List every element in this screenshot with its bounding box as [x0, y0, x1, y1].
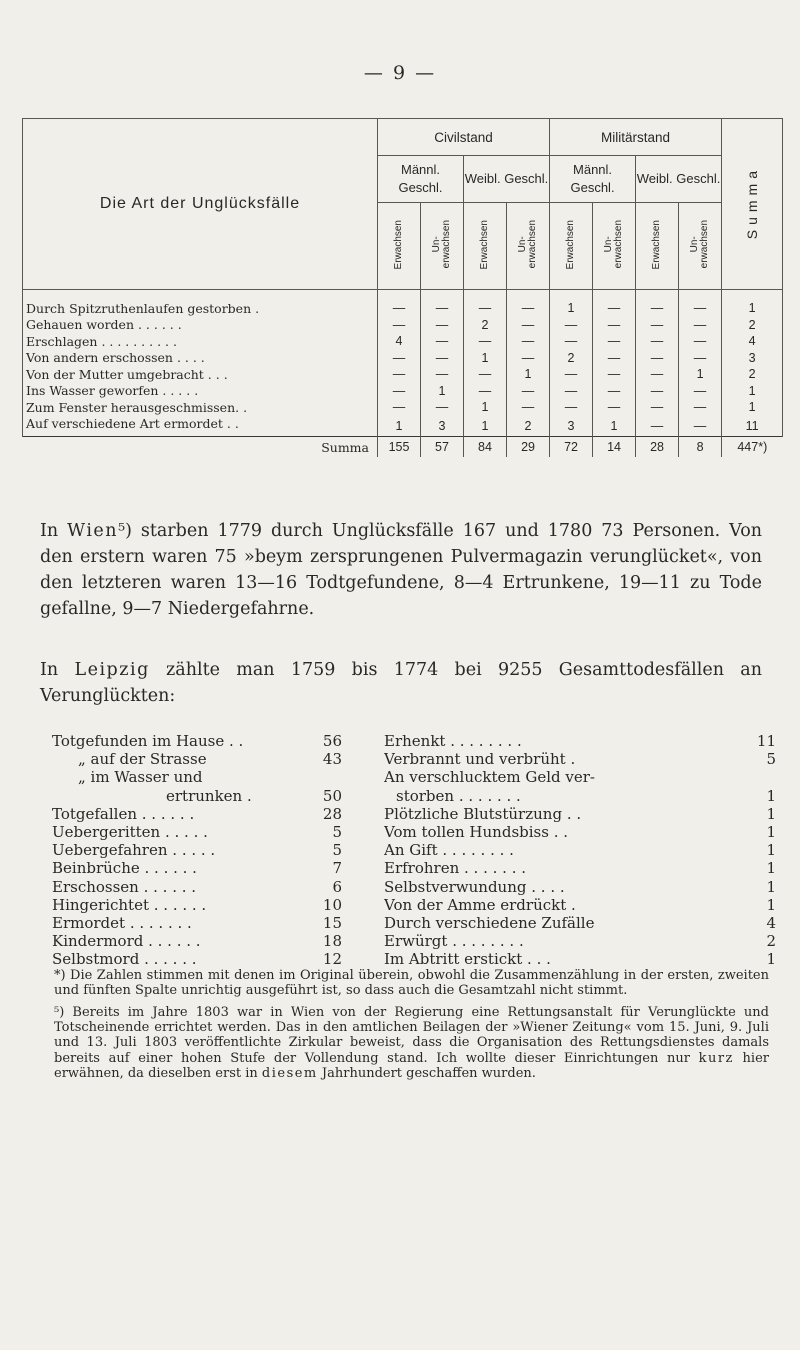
- list-left: [52, 732, 342, 969]
- col-header-minor: Un- erwachsen: [507, 203, 550, 290]
- table-cell: —: [593, 317, 636, 334]
- civil-male-header: Männl. Geschl.: [378, 156, 464, 203]
- list-item: Totgefunden im Hause . . 56: [52, 732, 342, 750]
- table-cell: —: [421, 399, 464, 416]
- row-sum: 1: [722, 290, 783, 317]
- list-item: Vom tollen Hundsbiss . . 1: [384, 823, 776, 842]
- list-item: Erwürgt . . . . . . . . 2: [384, 932, 776, 951]
- list-item: An Gift . . . . . . . . 1: [384, 841, 776, 860]
- list-item: Hingerichtet . . . . . . 10: [52, 895, 342, 914]
- table-cell: —: [421, 350, 464, 367]
- row-label: Ins Wasser geworfen . . . . .: [23, 383, 378, 400]
- list-item: Uebergefahren . . . . . 5: [52, 841, 342, 860]
- table-cell: —: [636, 366, 679, 383]
- list-item: Erhenkt . . . . . . . . 11: [384, 732, 776, 750]
- city-leipzig: Leipzig: [74, 660, 150, 680]
- row-label: Von der Mutter umgebracht . . .: [23, 366, 378, 383]
- sum-cell: 72: [550, 437, 593, 458]
- table-cell: —: [679, 290, 722, 317]
- table-cell: —: [378, 383, 421, 400]
- list-item: Kindermord . . . . . . 18: [52, 932, 342, 951]
- table-cell: —: [636, 350, 679, 367]
- table-cell: —: [593, 350, 636, 367]
- table-cell: —: [636, 290, 679, 317]
- emphasis-diesem: diesem: [261, 1065, 318, 1081]
- sum-cell: 57: [421, 437, 464, 458]
- paragraph-leipzig-text: zählte man 1759 bis 1774 bei 9255 Gesamttodesfällen an Verunglückten:: [40, 660, 762, 706]
- summa-label: Summa: [23, 437, 378, 458]
- table-cell: 1: [679, 366, 722, 383]
- summa-header: Summa: [722, 119, 783, 290]
- sum-cell: 14: [593, 437, 636, 458]
- list-item: Durch verschiedene Zufälle 4: [384, 914, 776, 933]
- row-sum: 1: [722, 399, 783, 416]
- table-cell: —: [679, 317, 722, 334]
- col-header-minor: Un- erwachsen: [593, 203, 636, 290]
- table-cell: —: [593, 290, 636, 317]
- table-cell: —: [679, 399, 722, 416]
- list-item: Totgefallen . . . . . . 28: [52, 804, 342, 823]
- table-cell: —: [507, 317, 550, 334]
- list-item: Ermordet . . . . . . . 15: [52, 914, 342, 933]
- list-item: Im Abtritt erstickt . . . 1: [384, 950, 776, 969]
- list-item: storben . . . . . . . 1: [396, 786, 776, 805]
- sum-cell: 155: [378, 437, 421, 458]
- table-cell: —: [507, 399, 550, 416]
- table-cell: —: [679, 350, 722, 367]
- sum-cell: 29: [507, 437, 550, 458]
- page-number: — 9 —: [363, 62, 437, 84]
- footnote-1: *) Die Zahlen stimmen mit denen im Original überein, obwohl die Zusammenzählung in der ersten, zweiten und fünften Spalte unrichtig ausgeführt ist, so dass auch die Gesamtzahl nicht stimmt.: [54, 968, 769, 999]
- table-row: [23, 317, 783, 334]
- table-cell: 4: [378, 333, 421, 350]
- table-cell: —: [507, 290, 550, 317]
- footnote-2: ⁵) Bereits im Jahre 1803 war in Wien von der Regierung eine Rettungsanstalt für Verunglückte und Totscheinende errichtet werden. Das in den amtlichen Beilagen der »Wiener Zeitung« vom 15. Juni, 9. Juli und 13. Juli 1803 veröffentlichte Zirkular beweist, dass die Organisation des Rettungsdienstes damals bereits auf einer hohen Stufe der Vollendung stand. Ich wollte dieser Einrichtungen nur kurz hier erwähnen, da dieselben erst in diesem Jahrhundert geschaffen wurden.: [54, 1005, 769, 1081]
- table-cell: —: [378, 366, 421, 383]
- list-item: Selbstmord . . . . . . 12: [52, 950, 342, 969]
- table-cell: 1: [378, 416, 421, 437]
- row-sum: 11: [722, 416, 783, 437]
- emphasis-kurz: kurz: [698, 1050, 734, 1066]
- row-sum: 2: [722, 317, 783, 334]
- table-row: [23, 290, 783, 317]
- list-item: ertrunken . 50: [166, 786, 342, 805]
- list-item: Erfrohren . . . . . . . 1: [384, 859, 776, 878]
- table-cell: —: [378, 399, 421, 416]
- row-label: Von andern erschossen . . . .: [23, 350, 378, 367]
- total-sum: 447*): [722, 437, 783, 458]
- table-cell: —: [378, 290, 421, 317]
- col-header-minor: Un- erwachsen: [679, 203, 722, 290]
- table-cell: 2: [507, 416, 550, 437]
- table-cell: —: [593, 399, 636, 416]
- category-header: Die Art der Unglücksfälle: [23, 119, 378, 290]
- table-cell: —: [550, 366, 593, 383]
- row-label: Zum Fenster herausgeschmissen. .: [23, 399, 378, 416]
- table-cell: —: [679, 333, 722, 350]
- table-cell: —: [550, 399, 593, 416]
- table-cell: —: [636, 416, 679, 437]
- row-label: Durch Spitzruthenlaufen gestorben .: [23, 290, 378, 317]
- table-cell: —: [507, 350, 550, 367]
- table-cell: 1: [464, 350, 507, 367]
- paragraph-leipzig: In Leipzig zählte man 1759 bis 1774 bei 9255 Gesamttodesfällen an Verunglückten:: [40, 660, 762, 706]
- paragraph-wien: In Wien⁵) starben 1779 durch Unglücksfälle 167 und 1780 73 Personen. Von den erstern waren 75 »beym zersprungenen Pulvermagazin verunglücket«, von den letzteren waren 13—16 Todtgefundene, 8—4 Ertrunkene, 19—11 zu Tode gefallne, 9—7 Niedergefahrne.: [40, 521, 762, 619]
- sum-cell: 84: [464, 437, 507, 458]
- list-item: „ auf der Strasse 43: [78, 750, 342, 769]
- table-cell: —: [464, 333, 507, 350]
- table-cell: —: [679, 416, 722, 437]
- table-cell: 2: [464, 317, 507, 334]
- col-header-adult: Erwachsen: [378, 203, 421, 290]
- col-header-adult: Erwachsen: [636, 203, 679, 290]
- table-cell: —: [421, 333, 464, 350]
- table-cell: 1: [593, 416, 636, 437]
- table-cell: —: [636, 383, 679, 400]
- col-header-minor: Un- erwachsen: [421, 203, 464, 290]
- table-cell: 3: [550, 416, 593, 437]
- group-military-header: Militärstand: [550, 119, 722, 156]
- col-header-adult: Erwachsen: [550, 203, 593, 290]
- summa-row: [23, 437, 783, 458]
- table-cell: 1: [464, 416, 507, 437]
- military-female-header: Weibl. Geschl.: [636, 156, 722, 203]
- row-sum: 2: [722, 366, 783, 383]
- list-item: Plötzliche Blutstürzung . . 1: [384, 804, 776, 823]
- list-right: [384, 732, 776, 969]
- sum-cell: 8: [679, 437, 722, 458]
- list-item: „ im Wasser und: [78, 768, 203, 787]
- table-cell: —: [378, 350, 421, 367]
- table-cell: —: [378, 317, 421, 334]
- table-cell: —: [421, 317, 464, 334]
- list-item: An verschlucktem Geld ver-: [384, 768, 596, 787]
- accident-table: [22, 118, 783, 457]
- table-row: [23, 350, 783, 367]
- table-cell: —: [593, 333, 636, 350]
- table-cell: —: [679, 383, 722, 400]
- row-label: Erschlagen . . . . . . . . . .: [23, 333, 378, 350]
- table-cell: —: [464, 290, 507, 317]
- row-sum: 1: [722, 383, 783, 400]
- table-row: [23, 416, 783, 437]
- list-item: Selbstverwundung . . . . 1: [384, 877, 776, 896]
- table-cell: —: [636, 317, 679, 334]
- table-row: [23, 333, 783, 350]
- city-wien: Wien: [67, 521, 119, 541]
- table-row: [23, 399, 783, 416]
- paragraph-wien-text: ⁵) starben 1779 durch Unglücksfälle 167 und 1780 73 Personen. Von den erstern waren 75 »beym zersprungenen Pulvermagazin verunglücket«, von den letzteren waren 13—16 Todtgefundene, 8—4 Ertrunkene, 19—11 zu Tode gefallne, 9—7 Niedergefahrne.: [40, 521, 762, 619]
- table-cell: —: [507, 383, 550, 400]
- table-cell: —: [593, 383, 636, 400]
- table-cell: —: [636, 399, 679, 416]
- table-cell: 2: [550, 350, 593, 367]
- table-cell: 3: [421, 416, 464, 437]
- military-male-header: Männl. Geschl.: [550, 156, 636, 203]
- sum-cell: 28: [636, 437, 679, 458]
- row-sum: 3: [722, 350, 783, 367]
- row-sum: 4: [722, 333, 783, 350]
- list-item: Erschossen . . . . . . 6: [52, 877, 342, 896]
- table-cell: —: [636, 333, 679, 350]
- col-header-adult: Erwachsen: [464, 203, 507, 290]
- list-item: Von der Amme erdrückt . 1: [384, 895, 776, 914]
- list-item: Verbrannt und verbrüht . 5: [384, 750, 776, 769]
- table-cell: 1: [507, 366, 550, 383]
- table-cell: —: [464, 366, 507, 383]
- table-row: [23, 383, 783, 400]
- civil-female-header: Weibl. Geschl.: [464, 156, 550, 203]
- list-item: Beinbrüche . . . . . . 7: [52, 859, 342, 878]
- table-cell: —: [550, 383, 593, 400]
- table-cell: —: [507, 333, 550, 350]
- table-cell: —: [550, 317, 593, 334]
- table-cell: —: [593, 366, 636, 383]
- table-cell: 1: [550, 290, 593, 317]
- table-cell: —: [421, 290, 464, 317]
- table-cell: —: [464, 383, 507, 400]
- table-cell: 1: [464, 399, 507, 416]
- row-label: Auf verschiedene Art ermordet . .: [23, 416, 378, 437]
- table-cell: 1: [421, 383, 464, 400]
- table-cell: —: [550, 333, 593, 350]
- list-item: Uebergeritten . . . . . 5: [52, 823, 342, 842]
- group-civil-header: Civilstand: [378, 119, 550, 156]
- row-label: Gehauen worden . . . . . .: [23, 317, 378, 334]
- table-cell: —: [421, 366, 464, 383]
- table-row: [23, 366, 783, 383]
